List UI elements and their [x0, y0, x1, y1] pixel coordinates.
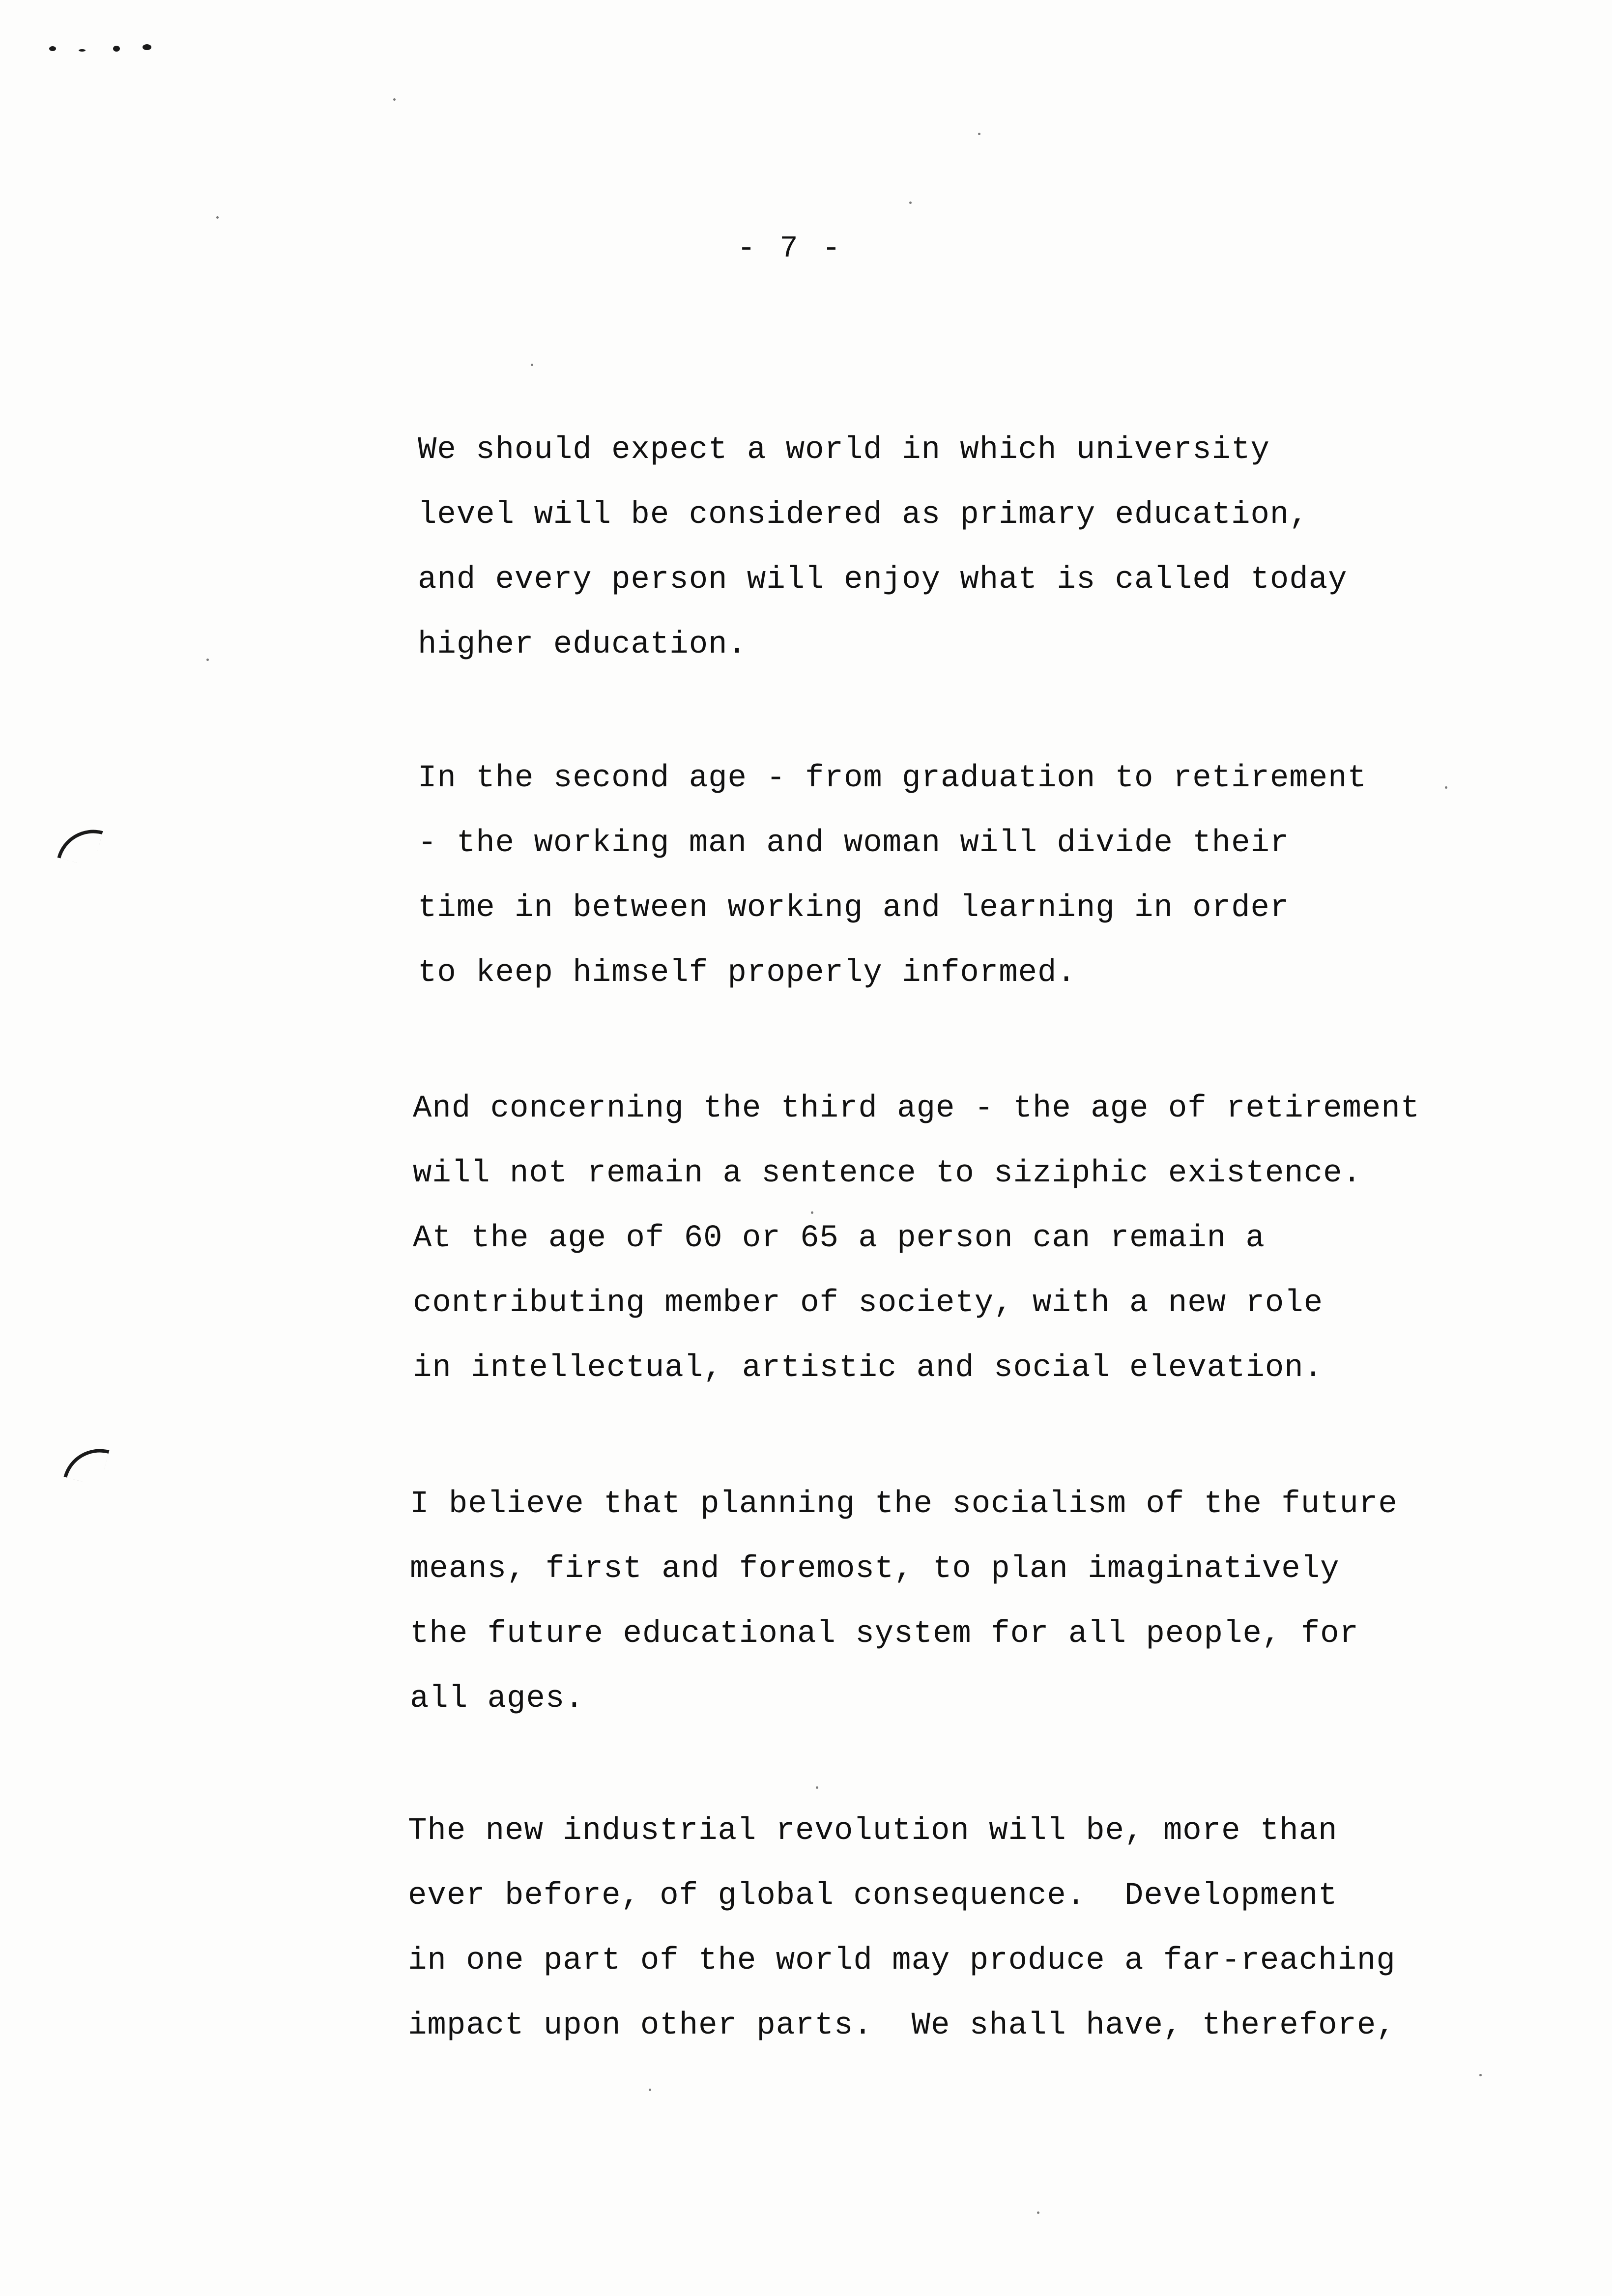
text-line: - the working man and woman will divide their — [418, 826, 1290, 861]
scan-speck — [1037, 2211, 1039, 2214]
scan-speck — [393, 98, 396, 101]
scan-speck — [216, 216, 219, 219]
text-line: to keep himself properly informed. — [418, 955, 1076, 991]
text-line: higher education. — [418, 627, 747, 662]
text-line: In the second age - from graduation to retirement — [418, 761, 1367, 796]
paragraph-second-age — [418, 746, 1367, 1005]
page-number: - 7 - — [737, 231, 844, 266]
scan-speck — [909, 201, 912, 204]
paragraph-university-education — [418, 418, 1348, 677]
paragraph-third-age — [413, 1076, 1420, 1401]
text-line: will not remain a sentence to siziphic existence. — [413, 1156, 1362, 1191]
text-line: and every person will enjoy what is called today — [418, 562, 1348, 598]
paragraph-industrial-revolution — [408, 1799, 1396, 2058]
text-line: the future educational system for all people, for — [410, 1616, 1359, 1652]
text-line: And concerning the third age - the age of retirement — [413, 1091, 1420, 1126]
text-line: ever before, of global consequence. Development — [408, 1878, 1338, 1914]
text-line: impact upon other parts. We shall have, therefore, — [408, 2008, 1396, 2043]
text-line: We should expect a world in which university — [418, 432, 1270, 468]
text-line: At the age of 60 or 65 a person can remain a — [413, 1221, 1265, 1256]
text-line: in one part of the world may produce a far-reaching — [408, 1943, 1396, 1979]
text-line: all ages. — [410, 1681, 584, 1717]
corner-scan-marks — [49, 43, 162, 63]
scan-speck — [978, 133, 980, 135]
scan-speck — [206, 659, 209, 661]
scan-speck — [649, 2089, 651, 2091]
scan-speck — [531, 364, 533, 366]
text-line: I believe that planning the socialism of the future — [410, 1487, 1398, 1522]
scan-speck — [1445, 786, 1447, 789]
text-line: means, first and foremost, to plan imaginatively — [410, 1551, 1340, 1587]
text-line: The new industrial revolution will be, more than — [408, 1813, 1338, 1849]
text-line: level will be considered as primary education, — [418, 497, 1309, 533]
scan-speck — [1479, 2074, 1482, 2076]
text-line: in intellectual, artistic and social elevation. — [413, 1350, 1324, 1386]
text-line: contributing member of society, with a new role — [413, 1286, 1324, 1321]
paragraph-planning-socialism — [410, 1472, 1398, 1731]
scan-speck — [816, 1786, 818, 1789]
binder-hole-mark — [63, 1440, 109, 1486]
binder-hole-mark — [57, 821, 103, 867]
text-line: time in between working and learning in order — [418, 890, 1290, 926]
